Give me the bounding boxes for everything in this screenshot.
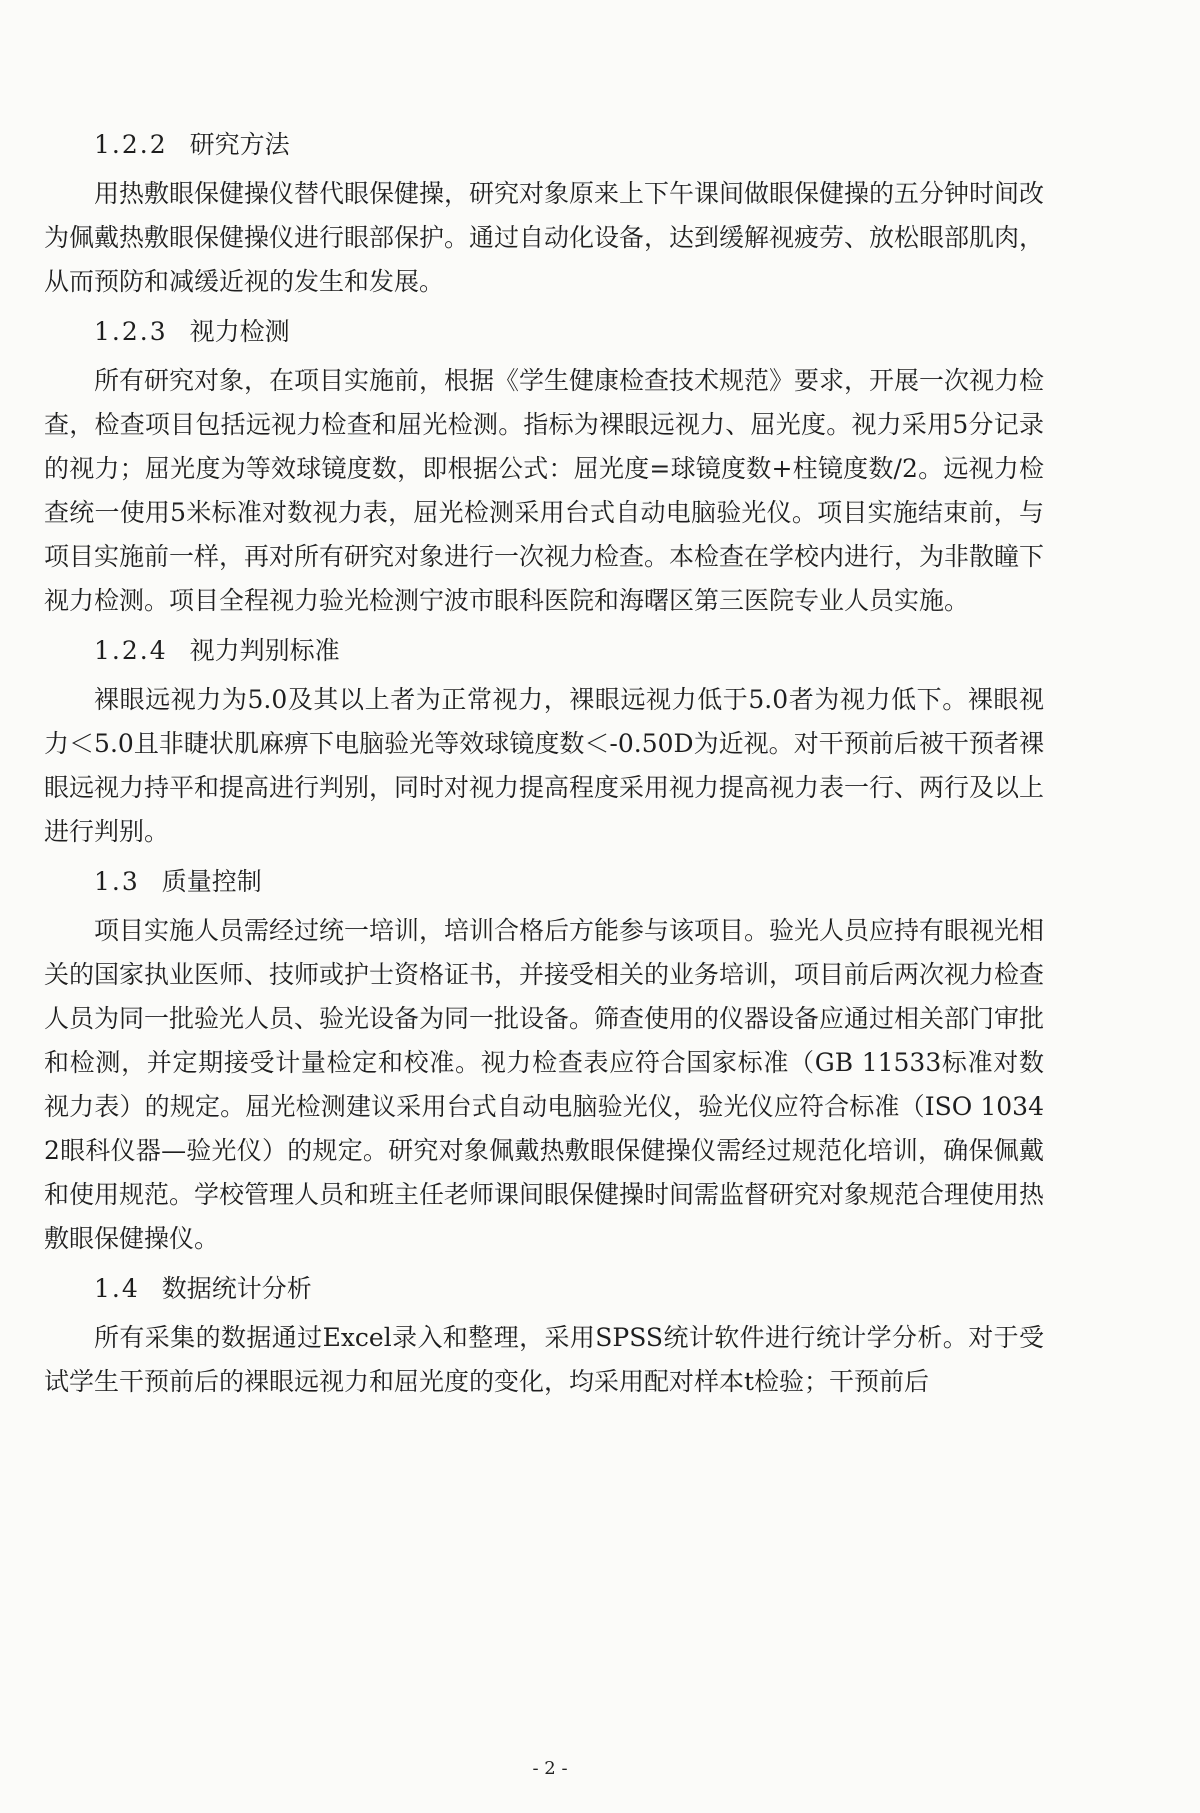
section-number: 1.3 <box>94 867 140 896</box>
section-paragraph-1-4: 所有采集的数据通过Excel录入和整理，采用SPSS统计软件进行统计学分析。对于受试学生干预前后的裸眼远视力和屈光度的变化，均采用配对样本t检验；干预前后 <box>44 1323 1044 1396</box>
section-number: 1.2.4 <box>94 636 168 665</box>
section-title: 视力判别标准 <box>189 636 340 665</box>
section-heading-1-4 <box>44 1272 1044 1305</box>
section-paragraph-1-2-2: 用热敷眼保健操仪替代眼保健操，研究对象原来上下午课间做眼保健操的五分钟时间改为佩戴热敷眼保健操仪进行眼部保护。通过自动化设备，达到缓解视疲劳、放松眼部肌肉，从而预防和减缓近视的发生和发展。 <box>44 179 1045 296</box>
section-title: 数据统计分析 <box>161 1274 312 1303</box>
section-title: 视力检测 <box>189 317 290 346</box>
section-heading-1-2-2 <box>44 128 1044 161</box>
section-title: 质量控制 <box>161 867 262 896</box>
section-paragraph-1-2-4: 裸眼远视力为5.0及其以上者为正常视力，裸眼远视力低于5.0者为视力低下。裸眼视力＜5.0且非睫状肌麻痹下电脑验光等效球镜度数＜-0.50D为近视。对干预前后被干预者裸眼远视力持平和提高进行判别，同时对视力提高程度采用视力提高视力表一行、两行及以上进行判别。 <box>44 685 1045 846</box>
section-number: 1.2.2 <box>94 130 168 159</box>
section-heading-1-2-4 <box>44 634 1044 667</box>
section-heading-1-2-3 <box>44 315 1044 348</box>
section-paragraph-1-3: 项目实施人员需经过统一培训，培训合格后方能参与该项目。验光人员应持有眼视光相关的国家执业医师、技师或护士资格证书，并接受相关的业务培训，项目前后两次视力检查人员为同一批验光人员、验光设备为同一批设备。筛查使用的仪器设备应通过相关部门审批和检测，并定期接受计量检定和校准。视力检查表应符合国家标准（GB 11533标准对数视力表）的规定。屈光检测建议采用台式自动电脑验光仪，验光仪应符合标准（ISO 10342眼科仪器—验光仪）的规定。研究对象佩戴热敷眼保健操仪需经过规范化培训，确保佩戴和使用规范。学校管理人员和班主任老师课间眼保健操时间需监督研究对象规范合理使用热敷眼保健操仪。 <box>44 916 1045 1253</box>
section-number: 1.4 <box>94 1274 140 1303</box>
section-number: 1.2.3 <box>94 317 168 346</box>
document-body <box>44 128 1044 1415</box>
section-paragraph-1-2-3: 所有研究对象，在项目实施前，根据《学生健康检查技术规范》要求，开展一次视力检查，检查项目包括远视力检查和屈光检测。指标为裸眼远视力、屈光度。视力采用5分记录的视力；屈光度为等效球镜度数，即根据公式：屈光度=球镜度数+柱镜度数/2。远视力检查统一使用5米标准对数视力表，屈光检测采用台式自动电脑验光仪。项目实施结束前，与项目实施前一样，再对所有研究对象进行一次视力检查。本检查在学校内进行，为非散瞳下视力检测。项目全程视力验光检测宁波市眼科医院和海曙区第三医院专业人员实施。 <box>44 366 1045 615</box>
section-heading-1-3 <box>44 865 1044 898</box>
section-title: 研究方法 <box>189 130 290 159</box>
page-number: - 2 - <box>532 1758 568 1779</box>
